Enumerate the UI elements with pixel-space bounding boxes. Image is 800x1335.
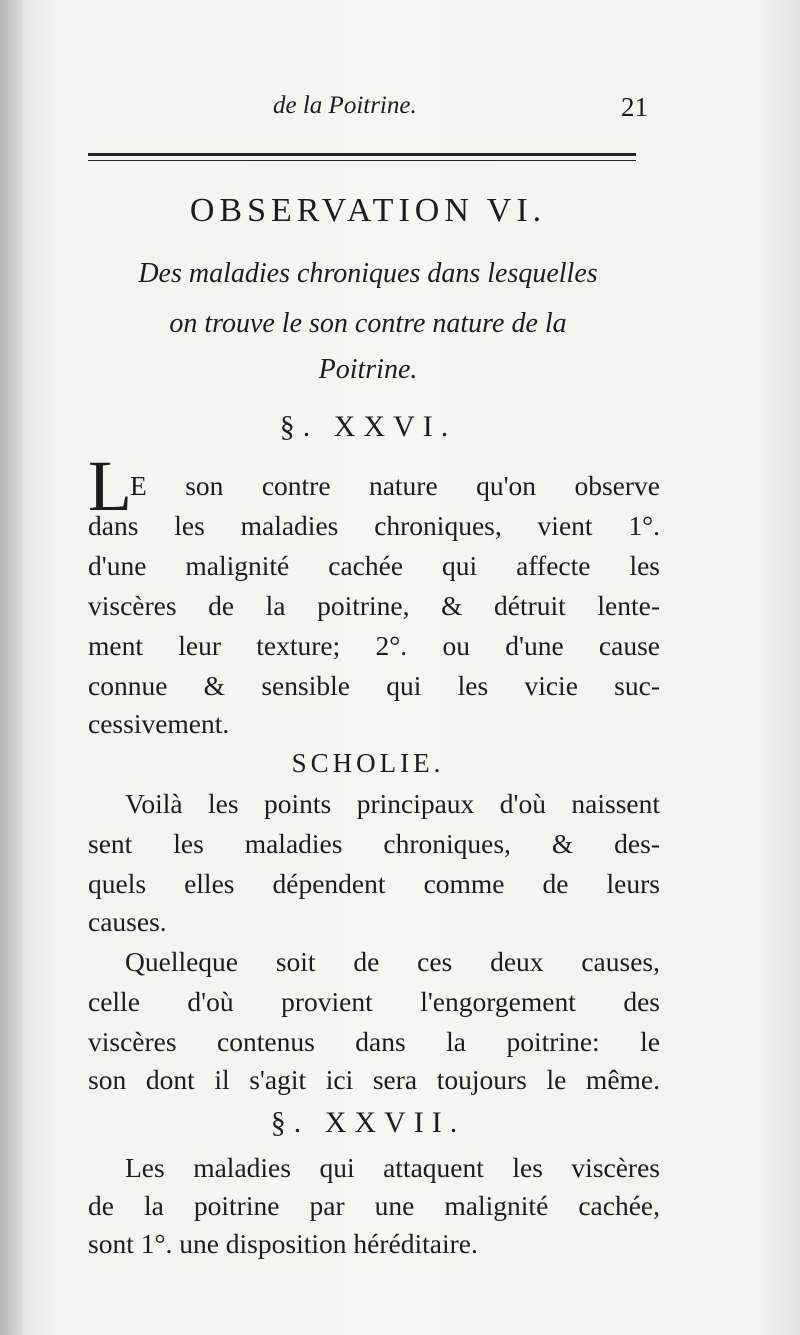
- scholie-heading: SCHOLIE.: [291, 748, 445, 778]
- text-line: ment leur texture; 2°. ou d'une cause: [88, 630, 660, 661]
- drop-cap: L: [88, 446, 132, 526]
- page-number: 21: [621, 92, 648, 122]
- text-line: celle d'où provient l'engorgement des: [88, 986, 660, 1017]
- text-line: dans les maladies chroniques, vient 1°.: [88, 510, 660, 541]
- text-line: de la poitrine par une malignité cachée,: [88, 1190, 660, 1221]
- subtitle-line: on trouve le son contre nature de la: [169, 308, 567, 339]
- text-line: E son contre nature qu'on observe: [130, 470, 660, 501]
- page-header: [88, 92, 648, 128]
- section-heading: §. XXVII.: [270, 1106, 466, 1139]
- page-gutter: [0, 0, 22, 1335]
- header-rule: [88, 153, 636, 156]
- text-line: causes.: [88, 906, 167, 937]
- text-line: connue & sensible qui les vicie suc-: [88, 670, 660, 701]
- text-line: Voilà les points principaux d'où naissent: [125, 788, 660, 819]
- text-line: son dont il s'agit ici sera toujours le même.: [88, 1064, 660, 1095]
- text-line: Quelleque soit de ces deux causes,: [125, 946, 660, 977]
- running-head: de la Poitrine.: [273, 92, 417, 119]
- text-line: viscères contenus dans la poitrine: le: [88, 1026, 660, 1057]
- text-line: Les maladies qui attaquent les viscères: [125, 1152, 660, 1183]
- text-line: quels elles dépendent comme de leurs: [88, 868, 660, 899]
- subtitle-line: Des maladies chroniques dans lesquelles: [138, 258, 598, 289]
- observation-title: OBSERVATION VI.: [189, 192, 547, 229]
- text-line: sont 1°. une disposition héréditaire.: [88, 1228, 478, 1259]
- text-line: viscères de la poitrine, & détruit lente-: [88, 590, 660, 621]
- text-line: d'une malignité cachée qui affecte les: [88, 550, 660, 581]
- subtitle-line: Poitrine.: [318, 354, 418, 385]
- text-line: cessivement.: [88, 708, 230, 739]
- header-rule-thin: [88, 160, 636, 161]
- section-heading: §. XXVI.: [279, 410, 457, 443]
- text-line: sent les maladies chroniques, & des-: [88, 828, 660, 859]
